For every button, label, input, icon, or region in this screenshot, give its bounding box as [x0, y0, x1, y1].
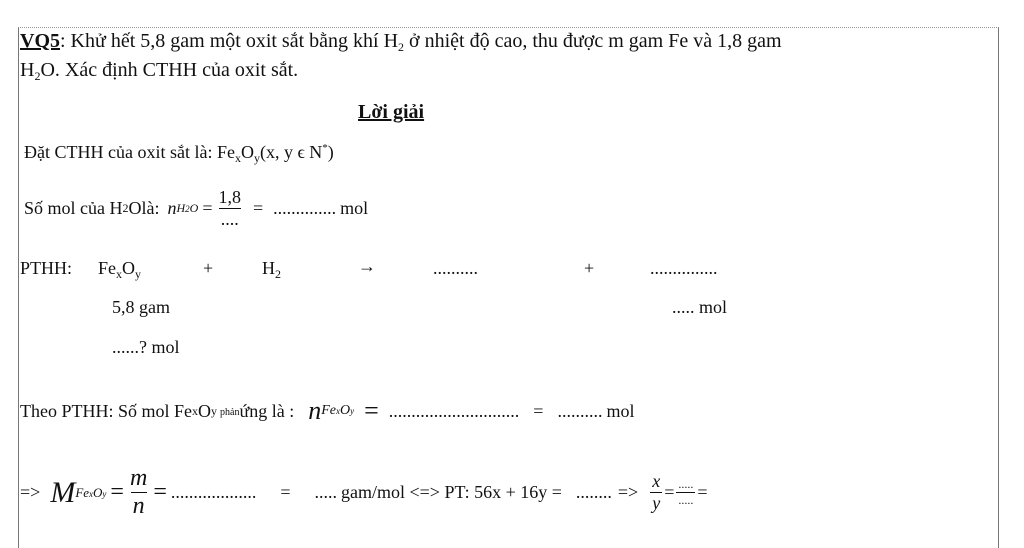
plus-sign: +: [584, 258, 595, 278]
blank: ........: [575, 482, 612, 502]
n-sub-fe: Fe: [321, 403, 336, 418]
mol-unknown: ......? mol: [112, 337, 180, 357]
subscript: [75, 485, 106, 501]
fraction-numerator: .....: [678, 477, 694, 491]
blank: .............................: [388, 400, 520, 421]
unit: mol: [606, 400, 635, 421]
theo-line: [20, 383, 634, 439]
n-sub-h: H: [176, 200, 186, 215]
equals: =: [697, 482, 708, 502]
fraction-denominator: .....: [678, 493, 694, 507]
final-line: [20, 455, 708, 530]
subscript: x: [234, 151, 241, 165]
formula-text: Đặt CTHH của oxit sắt là: Fe: [24, 142, 235, 162]
h: H: [262, 258, 275, 278]
equals: =: [253, 197, 264, 218]
equals: =: [664, 482, 675, 502]
theo-prefix: Theo PTHH: Số mol Fe: [20, 400, 193, 421]
blank: ...................: [170, 482, 257, 502]
subscript: x: [116, 267, 122, 281]
n-sub-o: O: [189, 200, 199, 215]
plus-sign: +: [203, 258, 214, 278]
implies: =>: [20, 482, 41, 502]
sub-phan: phản: [220, 406, 240, 418]
superscript: *: [322, 142, 328, 154]
fraction-xy: [650, 471, 662, 514]
implies: =>: [617, 482, 639, 502]
m-sub-y: y: [102, 488, 107, 499]
equals: =: [533, 400, 544, 421]
problem-line-2: [20, 59, 298, 84]
mol-water-mid: Olà:: [128, 197, 160, 218]
equals: =: [280, 482, 291, 502]
subscript: x: [192, 403, 199, 418]
theo-rest: ứng là :: [239, 400, 295, 421]
fe: Fe: [98, 258, 116, 278]
subscript: 2: [122, 200, 129, 215]
problem-line-1: [20, 30, 782, 55]
m-sub-x: x: [89, 488, 94, 499]
formula-close: ): [327, 142, 334, 162]
mol-water-line: [24, 178, 368, 238]
n-sub-y: y: [350, 406, 355, 416]
equals: =: [364, 396, 379, 425]
fraction: [217, 187, 244, 230]
problem-text-1: : Khử hết 5,8 gam một oxit sắt bằng khí H: [60, 30, 399, 52]
subscript: y: [253, 151, 260, 165]
formula-line: [24, 142, 334, 166]
equals: =: [202, 197, 213, 218]
reactant-h2: [262, 258, 281, 282]
fraction-blank: [676, 477, 695, 508]
formula-rest: (x, y ϵ N: [259, 142, 323, 162]
n-sub-x: x: [335, 406, 340, 416]
subscript: y: [135, 267, 141, 281]
n-sub-o: O: [339, 403, 351, 418]
problem-text-2: O. Xác định CTHH của oxit sắt.: [40, 59, 299, 81]
o: O: [122, 258, 135, 278]
sub-y: y: [211, 403, 218, 418]
reactant-fexoy: [98, 258, 141, 282]
n-symbol: n: [167, 197, 177, 218]
fraction-denominator: y: [652, 493, 661, 513]
m-sub-o: O: [93, 484, 103, 500]
m-symbol: M: [50, 475, 76, 509]
m-sub-fe: Fe: [75, 484, 90, 500]
product-blank-2: ...............: [650, 258, 718, 278]
n-symbol: n: [308, 396, 322, 425]
problem-text-h: H: [20, 59, 35, 81]
unit: mol: [340, 197, 369, 218]
subscript: [321, 403, 354, 419]
formula-o: O: [240, 142, 254, 162]
blank: ..............: [273, 197, 337, 218]
mol-water-prefix: Số mol của H: [24, 197, 123, 218]
mol-blank: ..... mol: [672, 297, 728, 317]
fraction-numerator: m: [129, 465, 148, 491]
subscript: [211, 404, 239, 419]
reaction-arrow: →: [358, 256, 376, 276]
blank: ..........: [557, 400, 603, 421]
fraction-denominator: n: [132, 493, 145, 519]
fraction-denominator: ....: [220, 208, 239, 229]
subscript: 2: [398, 40, 405, 54]
subscript: 2: [34, 69, 41, 83]
equals: =: [110, 479, 124, 505]
subscript: [177, 201, 199, 216]
subscript: 2: [275, 267, 281, 281]
solution-title: Lời giải: [358, 101, 425, 123]
blank: .....: [314, 482, 338, 502]
problem-label: VQ5: [20, 30, 60, 52]
fraction: [128, 465, 149, 520]
equals: =: [153, 479, 167, 505]
problem-text-1b: ở nhiệt độ cao, thu được m gam Fe và 1,8 gam: [404, 30, 782, 52]
fraction-numerator: 1,8: [218, 186, 241, 207]
mass-label: 5,8 gam: [112, 297, 170, 317]
equation-text: gam/mol <=> PT: 56x + 16y =: [341, 482, 562, 502]
equation-label: PTHH:: [20, 258, 73, 278]
n-sub-2: 2: [185, 203, 190, 214]
fraction-numerator: x: [652, 471, 661, 491]
product-blank-1: ..........: [433, 258, 478, 278]
o: O: [198, 400, 212, 421]
